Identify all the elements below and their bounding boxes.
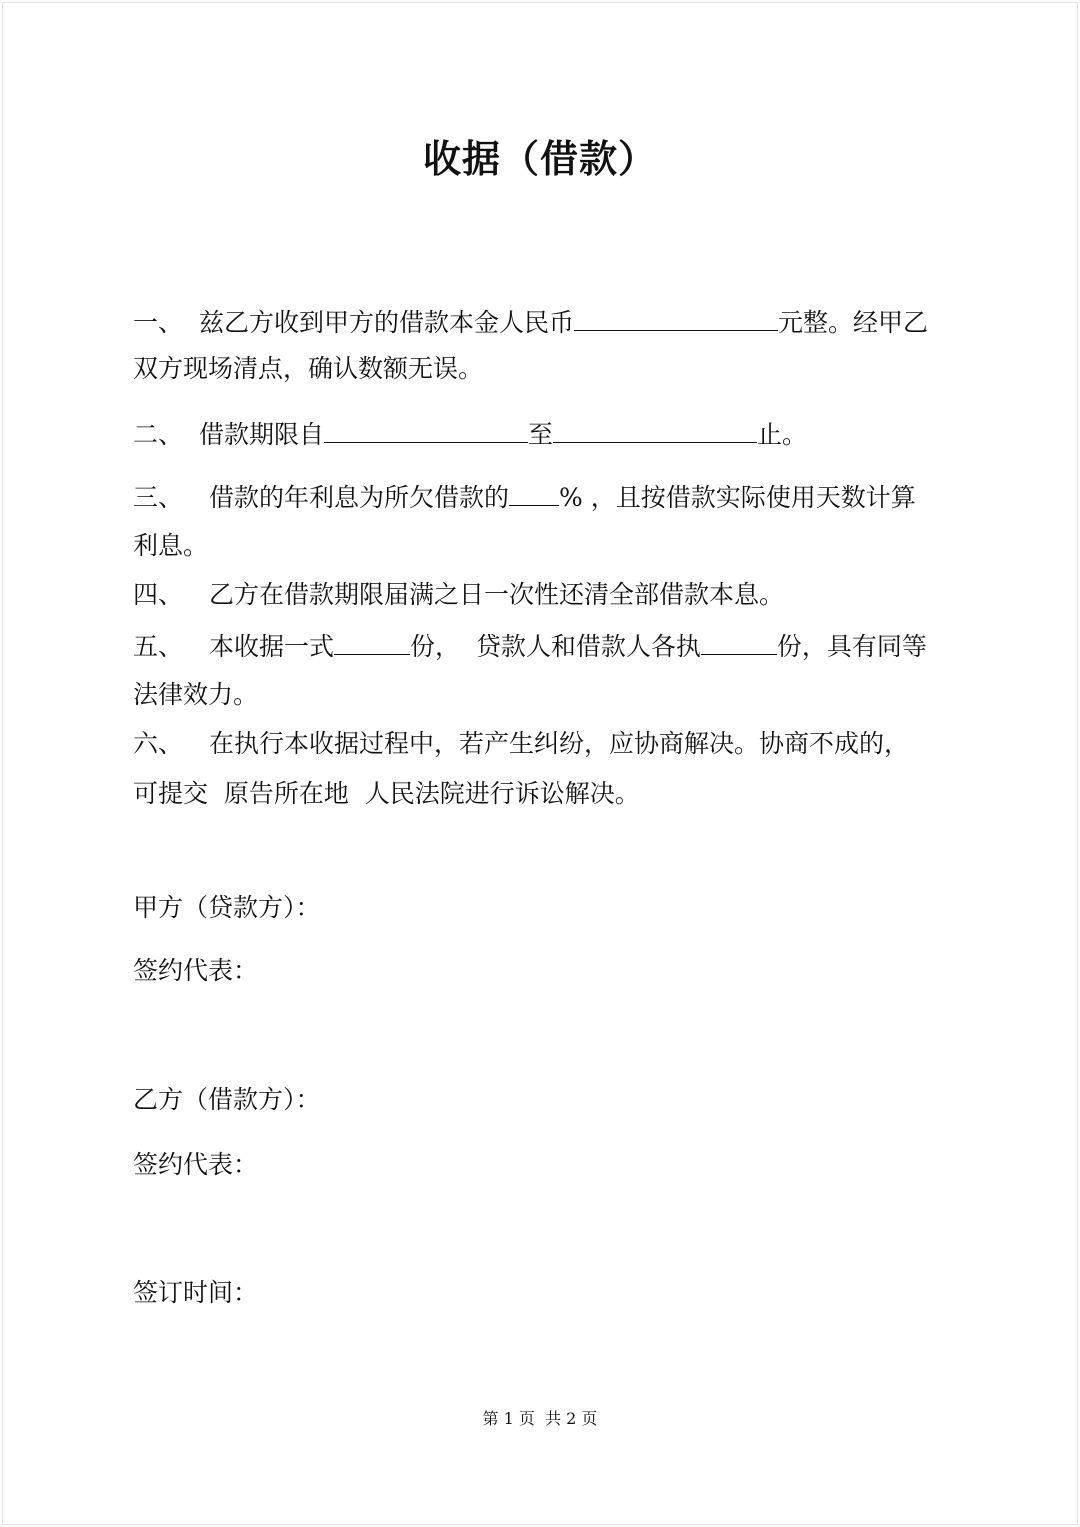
clause-1-line-1: [133, 304, 928, 340]
clause-text: 兹乙方收到甲方的借款本金人民币: [199, 308, 575, 337]
clause-6-line-1: [133, 727, 909, 761]
clause-text: 元整。经甲乙: [778, 308, 929, 337]
interest-rate-blank[interactable]: [509, 479, 559, 506]
page-footer: 第 1 页 共 2 页: [482, 1409, 598, 1428]
clause-number: 五、: [133, 632, 184, 661]
clause-text: 本收据一式: [209, 632, 335, 661]
signing-date: 签订时间：: [133, 1278, 259, 1307]
clause-4-line-1: [133, 578, 784, 612]
clause-number: 二、: [133, 420, 184, 449]
clause-text: 份， 贷款人和借款人各执: [410, 632, 701, 661]
party-b-representative: 签约代表：: [133, 1150, 259, 1179]
start-date-blank[interactable]: [324, 416, 528, 443]
clause-1-line-2: 双方现场清点，确认数额无误。: [133, 354, 484, 383]
end-date-blank[interactable]: [553, 416, 757, 443]
party-a-representative: 签约代表：: [133, 956, 259, 985]
clause-2-line-1: [133, 416, 807, 452]
clause-text: % ，且按借款实际使用天数计算: [559, 483, 916, 512]
party-a-label: 甲方（贷款方）：: [133, 893, 321, 922]
clause-6-line-2: 可提交 原告所在地 人民法院进行诉讼解决。: [133, 779, 640, 808]
clause-3-line-1: [133, 479, 916, 515]
clause-text: 乙方在借款期限届满之日一次性还清全部借款本息。: [209, 580, 785, 609]
clause-text: 借款期限自: [199, 420, 325, 449]
copies-blank[interactable]: [334, 628, 410, 655]
amount-blank[interactable]: [574, 304, 778, 331]
document-title: 收据（借款）: [422, 136, 657, 181]
clause-number: 三、: [133, 483, 184, 512]
clause-3-line-2: 利息。: [133, 531, 209, 560]
clause-text: 借款的年利息为所欠借款的: [209, 483, 510, 512]
party-b-label: 乙方（借款方）：: [133, 1085, 321, 1114]
clause-5-line-2: 法律效力。: [133, 680, 259, 709]
clause-number: 六、: [133, 729, 184, 758]
clause-number: 四、: [133, 580, 184, 609]
clause-text: 至: [528, 420, 554, 449]
clause-text: 在执行本收据过程中，若产生纠纷，应协商解决。协商不成的，: [209, 729, 910, 758]
copies-each-blank[interactable]: [701, 628, 777, 655]
clause-text: 份，具有同等: [776, 632, 927, 661]
clause-text: 止。: [757, 420, 808, 449]
clause-5-line-1: [133, 628, 927, 664]
clause-number: 一、: [133, 308, 184, 337]
